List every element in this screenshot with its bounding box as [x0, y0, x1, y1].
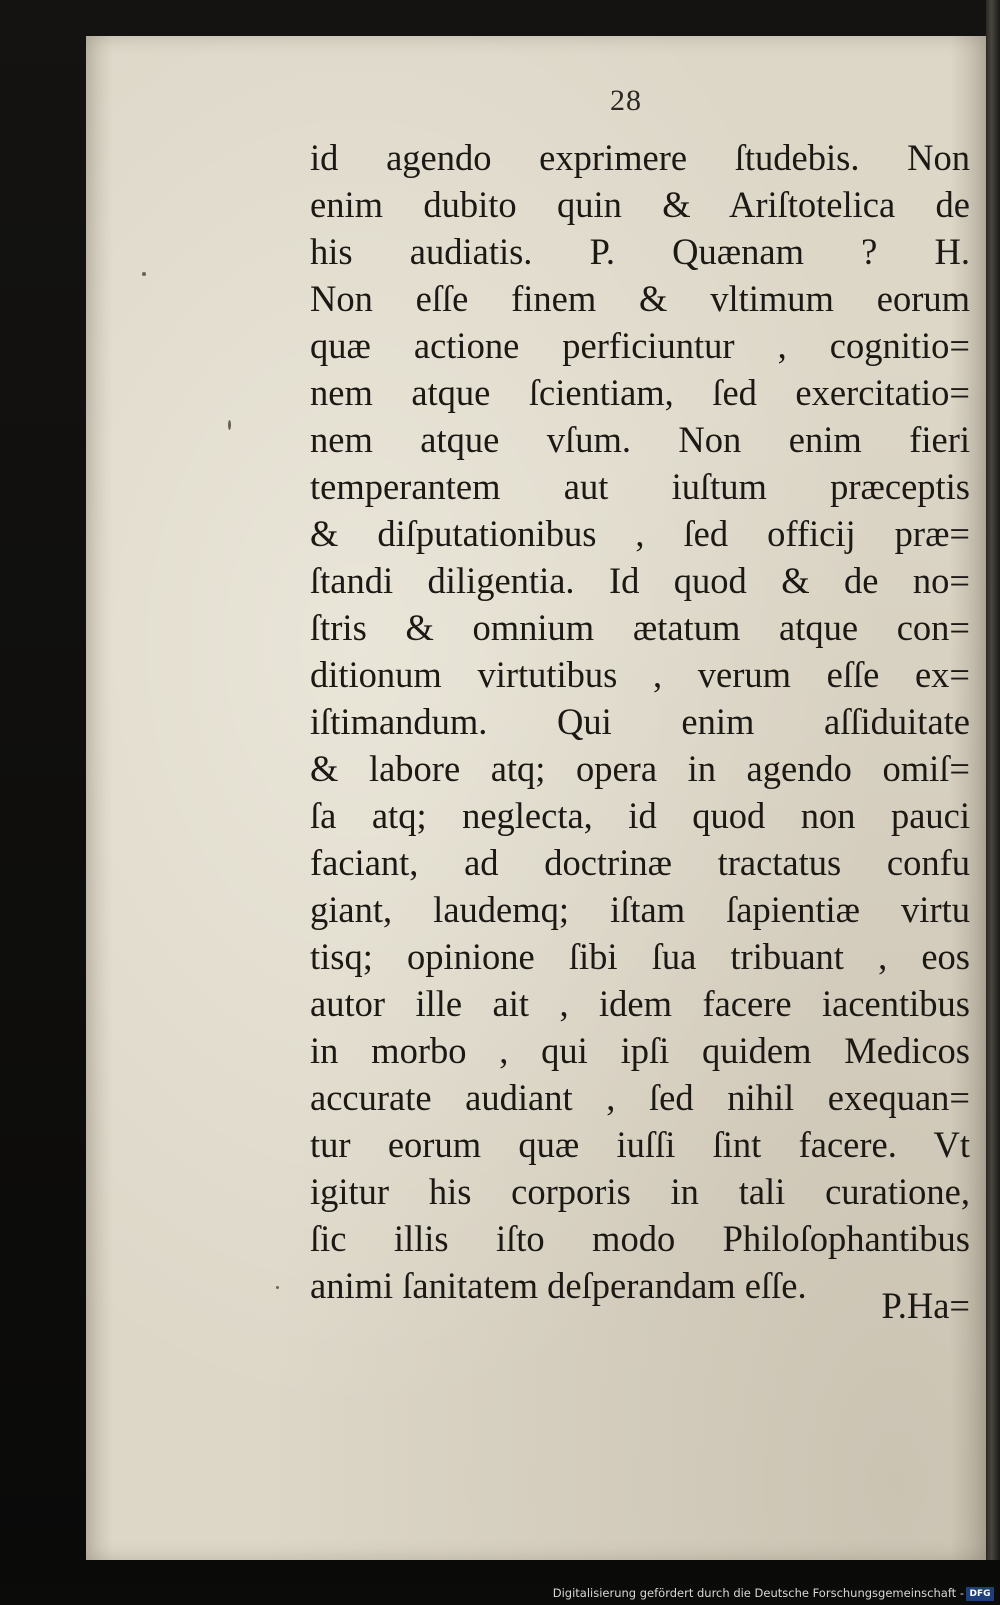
- text-line: giant, laudemq; iſtam ſapientiæ virtu: [310, 889, 970, 930]
- text-line: ditionum virtutibus , verum eſſe ex=: [310, 654, 970, 695]
- text-line: tisq; opinione ſibi ſua tribuant , eos: [310, 936, 970, 977]
- text-line: ſa atq; neglecta, id quod non pauci: [310, 795, 970, 836]
- text-line: ſtris & omnium ætatum atque con=: [310, 607, 970, 648]
- text-line: in morbo , qui ipſi quidem Medicos: [310, 1030, 970, 1071]
- text-line: accurate audiant , ſed nihil exequan=: [310, 1077, 970, 1118]
- text-line: igitur his corporis in tali curatione,: [310, 1171, 970, 1212]
- text-line: quæ actione perficiuntur , cognitio=: [310, 325, 970, 366]
- text-line: & labore atq; opera in agendo omiſ=: [310, 748, 970, 789]
- paper-speck: [228, 420, 231, 430]
- book-edge: [986, 0, 1000, 1560]
- text-line: Non eſſe finem & vltimum eorum: [310, 278, 970, 319]
- text-line: tur eorum quæ iuſſi ſint facere. Vt: [310, 1124, 970, 1165]
- text-line: temperantem aut iuſtum præceptis: [310, 466, 970, 507]
- text-line: nem atque ſcientiam, ſed exercitatio=: [310, 372, 970, 413]
- text-line: nem atque vſum. Non enim fieri: [310, 419, 970, 460]
- catchword: P.Ha=: [881, 1285, 970, 1326]
- footer-bar: [0, 1584, 1000, 1605]
- text-line: iſtimandum. Qui enim aſſiduitate: [310, 701, 970, 742]
- paper-speck: [276, 1286, 279, 1289]
- body-text: [310, 134, 970, 1309]
- footer-credit: Digitalisierung gefördert durch die Deutsche Forschungsgemeinschaft -: [552, 1586, 964, 1600]
- text-line: ſtandi diligentia. Id quod & de no=: [310, 560, 970, 601]
- dfg-logo[interactable]: DFG: [966, 1587, 994, 1601]
- text-line: id agendo exprimere ſtudebis. Non: [310, 137, 970, 178]
- text-line: ſic illis iſto modo Philoſophantibus: [310, 1218, 970, 1259]
- text-line: enim dubito quin & Ariſtotelica de: [310, 184, 970, 225]
- text-line: his audiatis. P. Quænam ? H.: [310, 231, 970, 272]
- paper-speck: [142, 272, 146, 276]
- text-line: autor ille ait , idem facere iacentibus: [310, 983, 970, 1024]
- page-number: 28: [610, 84, 642, 117]
- text-line: animi ſanitatem deſperandam eſſe.: [310, 1265, 807, 1306]
- text-line: & diſputationibus , ſed officij præ=: [310, 513, 970, 554]
- text-line: faciant, ad doctrinæ tractatus confu: [310, 842, 970, 883]
